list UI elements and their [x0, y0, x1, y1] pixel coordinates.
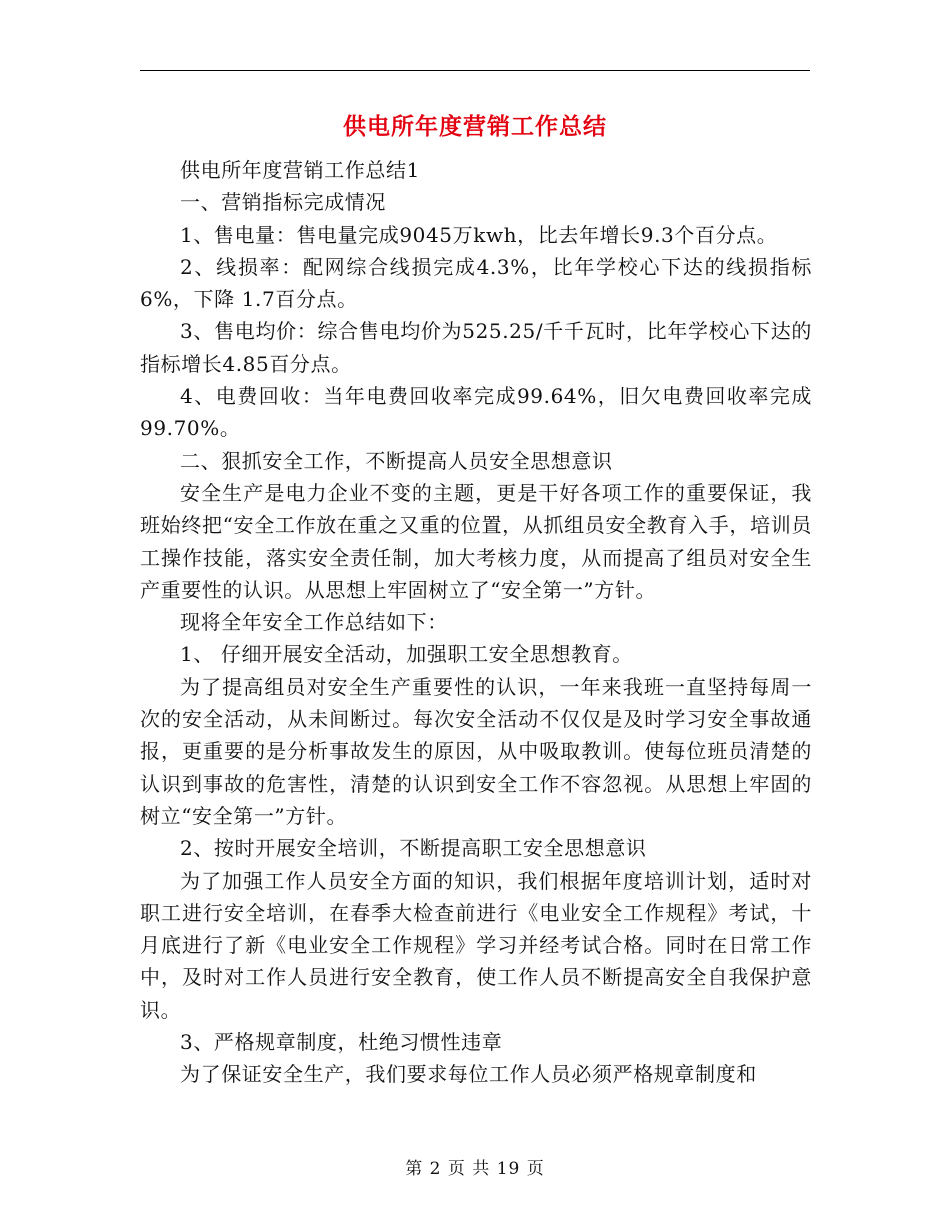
paragraph-safety-training: 为了加强工作人员安全方面的知识，我们根据年度培训计划，适时对职工进行安全培训，在春季大检查前进行《电业安全工作规程》考试，十月底进行了新《电业安全工作规程》学习并经考试合格。同时在日常工作中，及时对工作人员进行安全教育，使工作人员不断提高安全自我保护意识。 [140, 868, 812, 1022]
header-rule [140, 70, 810, 71]
section-heading-1: 一、营销指标完成情况 [180, 190, 386, 215]
section-heading-2: 二、狠抓安全工作，不断提高人员安全思想意识 [180, 448, 613, 473]
paragraph-line-loss: 2、线损率：配网综合线损完成4.3%，比年学校心下达的线损指标6%，下降 1.7百分点。 [140, 254, 812, 312]
paragraph-safety-activities: 为了提高组员对安全生产重要性的认识，一年来我班一直坚持每周一次的安全活动，从未间断过。每次安全活动不仅仅是及时学习安全事故通报，更重要的是分析事故发生的原因，从中吸取教训。使每位班员清楚的认识到事故的危害性，清楚的认识到安全工作不容忽视。从思想上牢固的树立“安全第一”方针。 [140, 674, 812, 828]
paragraph-summary-lead: 现将全年安全工作总结如下： [180, 610, 448, 635]
paragraph-heading: 供电所年度营销工作总结1 [180, 158, 420, 182]
paragraph-regulations: 为了保证安全生产，我们要求每位工作人员必须严格规章制度和 [180, 1062, 757, 1087]
page-number: 第 2 页 共 19 页 [405, 1159, 545, 1179]
paragraph-sales-volume: 1、售电量：售电量完成9045万kwh，比去年增长9.3个百分点。 [180, 222, 778, 247]
subheading-safety-activities: 1、 仔细开展安全活动，加强职工安全思想教育。 [180, 642, 633, 667]
paragraph-fee-recovery: 4、电费回收：当年电费回收率完成99.64%，旧欠电费回收率完成99.70%。 [140, 384, 812, 441]
paragraph-avg-price: 3、售电均价：综合售电均价为525.25/千千瓦时，比年学校心下达的指标增长4.85百分点。 [140, 319, 812, 376]
page-footer [140, 1154, 810, 1179]
paragraph-safety-intro: 安全生产是电力企业不变的主题，更是干好各项工作的重要保证，我班始终把“安全工作放在重之又重的位置，从抓组员安全教育入手，培训员工操作技能，落实安全责任制，加大考核力度，从而提高了组员对安全生产重要性的认识。从思想上牢固树立了“安全第一”方针。 [140, 480, 812, 602]
subheading-safety-training: 2、按时开展安全培训，不断提高职工安全思想意识 [180, 836, 647, 861]
document-title: 供电所年度营销工作总结 [343, 114, 607, 140]
document-body [140, 154, 812, 1091]
subheading-regulations: 3、严格规章制度，杜绝习惯性违章 [180, 1030, 503, 1055]
